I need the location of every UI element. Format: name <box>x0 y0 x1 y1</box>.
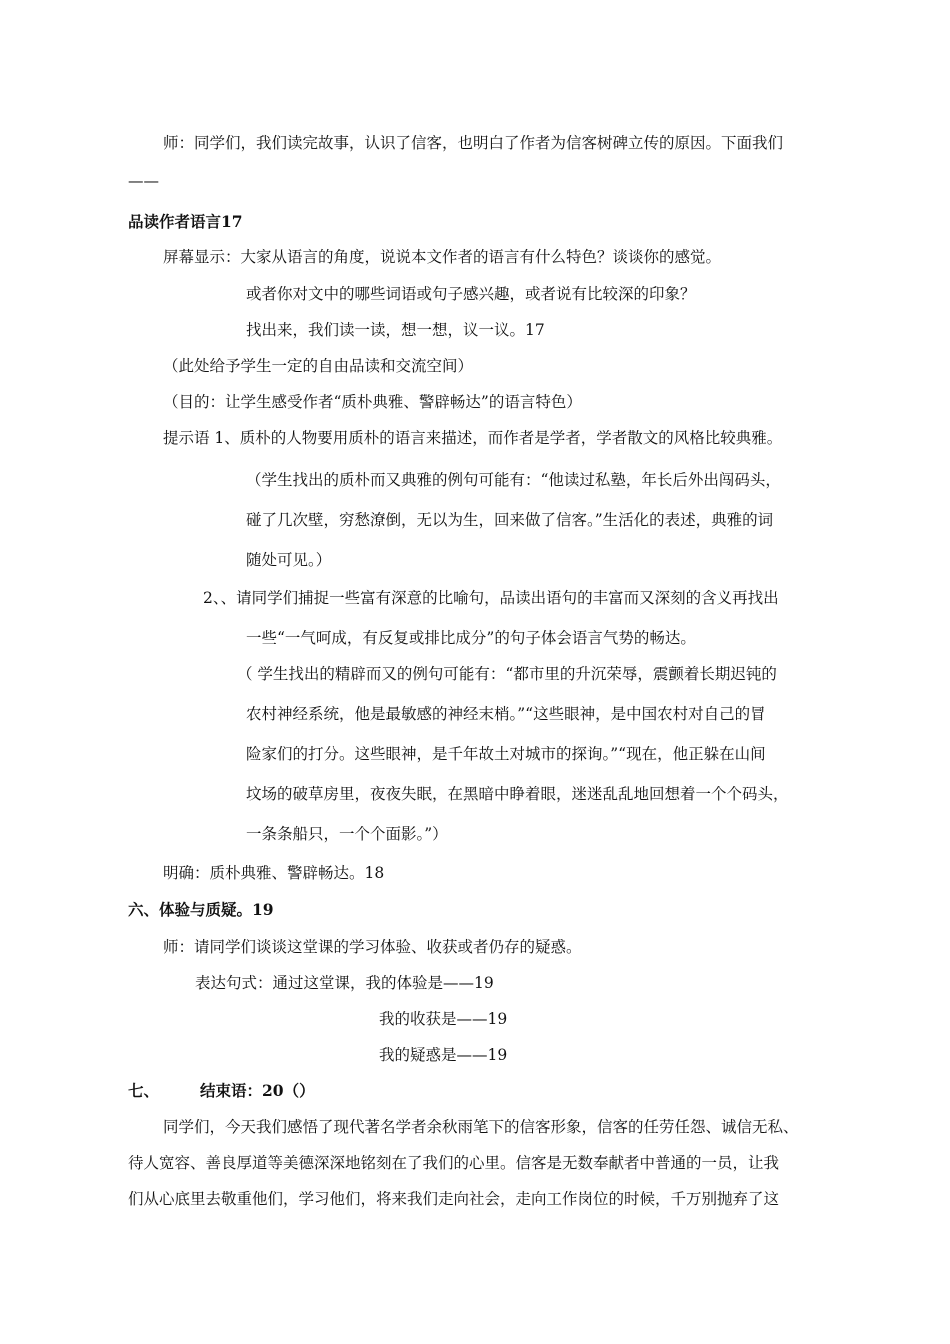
example-line: （ 学生找出的精辟而又的例句可能有：“都市里的升沉荣辱，震颤着长期迟钝的 <box>237 665 777 683</box>
paragraph-line: 我的疑惑是——19 <box>379 1046 508 1064</box>
example-line: 随处可见。） <box>246 551 332 569</box>
example-line: 碰了几次壁，穷愁潦倒，无以为生，回来做了信客。”生活化的表述，典雅的词 <box>246 511 774 529</box>
section-heading: 六、体验与质疑。19 <box>128 900 274 919</box>
section-number: 七、 <box>128 1081 160 1100</box>
dash-line: —— <box>128 172 159 190</box>
paragraph-line: 表达句式：通过这堂课，我的体验是——19 <box>195 974 494 992</box>
paragraph-line: 或者你对文中的哪些词语或句子感兴趣，或者说有比较深的印象？ <box>246 285 696 303</box>
example-line: 险家们的打分。这些眼神，是千年故土对城市的探询。”“现在，他正躲在山间 <box>246 745 766 763</box>
paragraph-line: 师：请同学们谈谈这堂课的学习体验、收获或者仍存的疑惑。 <box>163 938 582 956</box>
note-line: （此处给予学生一定的自由品读和交流空间） <box>163 357 474 375</box>
paragraph-line: 屏幕显示：大家从语言的角度，说说本文作者的语言有什么特色？谈谈你的感觉。 <box>163 248 722 266</box>
section-heading: 结束语：20（） <box>200 1081 315 1100</box>
paragraph-line: 明确：质朴典雅、警辟畅达。18 <box>163 864 385 882</box>
section-heading: 品读作者语言17 <box>128 212 243 231</box>
example-line: 一条条船只，一个个面影。”） <box>246 825 448 843</box>
paragraph-line: 我的收获是——19 <box>379 1010 508 1028</box>
example-line: （学生找出的质朴而又典雅的例句可能有：“他读过私塾，年长后外出闯码头， <box>246 471 781 489</box>
paragraph-line: 们从心底里去敬重他们，学习他们，将来我们走向社会，走向工作岗位的时候，千万别抛弃了这 <box>128 1190 780 1208</box>
paragraph-line: 同学们，今天我们感悟了现代著名学者余秋雨笔下的信客形象，信客的任劳任怨、诚信无私、 <box>163 1118 799 1136</box>
paragraph-line: 师：同学们，我们读完故事，认识了信客，也明白了作者为信客树碑立传的原因。下面我们 <box>163 134 784 152</box>
example-line: 农村神经系统，他是最敏感的神经末梢。”“这些眼神，是中国农村对自己的冒 <box>246 705 766 723</box>
paragraph-line: 一些“一气呵成，有反复或排比成分”的句子体会语言气势的畅达。 <box>246 629 696 647</box>
paragraph-line: 找出来，我们读一读，想一想，议一议。17 <box>246 321 545 339</box>
note-line: （目的：让学生感受作者“质朴典雅、警辟畅达”的语言特色） <box>163 393 582 411</box>
paragraph-line: 待人宽容、善良厚道等美德深深地铭刻在了我们的心里。信客是无数奉献者中普通的一员，让我 <box>128 1154 780 1172</box>
paragraph-line: 2、、请同学们捕捉一些富有深意的比喻句，品读出语句的丰富而又深刻的含义再找出 <box>203 589 779 607</box>
paragraph-line: 提示语 1、质朴的人物要用质朴的语言来描述，而作者是学者，学者散文的风格比较典雅。 <box>163 429 783 447</box>
example-line: 坟场的破草房里，夜夜失眠，在黑暗中睁着眼，迷迷乱乱地回想着一个个码头， <box>246 785 789 803</box>
